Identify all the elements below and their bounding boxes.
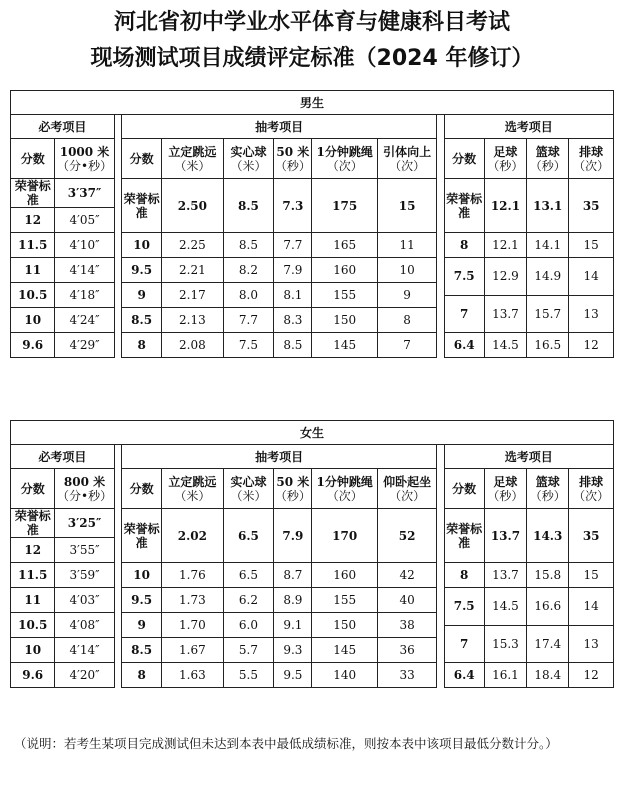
rope-skip-value: 175	[312, 179, 378, 233]
required-header	[11, 139, 55, 179]
elective-header-title: 篮球	[535, 144, 560, 159]
elective-header	[569, 139, 614, 179]
required-score: 9.6	[11, 333, 55, 358]
standing-jump-value: 2.08	[162, 333, 223, 358]
last-drawn-item-value: 42	[377, 563, 436, 588]
rope-skip-value: 165	[312, 233, 378, 258]
column-gap	[437, 115, 444, 139]
medicine-ball-value: 6.0	[223, 613, 274, 638]
basketball-value: 13.1	[527, 179, 569, 233]
elective-score: 荣誉标准	[444, 179, 484, 233]
document-title-line2: 现场测试项目成绩评定标准（2024 年修订）	[90, 46, 534, 71]
section-label: 女生	[11, 421, 614, 445]
required-score: 10.5	[11, 283, 55, 308]
soccer-value: 15.3	[484, 625, 526, 663]
drawn-header-title: 1分钟跳绳	[316, 144, 373, 159]
section-label: 男生	[11, 91, 614, 115]
column-gap	[437, 509, 444, 688]
drawn-score: 9	[122, 613, 162, 638]
required-value: 4′24″	[55, 308, 114, 333]
sprint-50m-value: 8.7	[274, 563, 312, 588]
basketball-value: 14.3	[527, 509, 569, 563]
group-drawn: 抽考项目	[122, 445, 437, 469]
drawn-header-title: 引体向上	[383, 144, 432, 159]
sprint-50m-value: 7.3	[274, 179, 312, 233]
required-header-title: 800 米	[63, 474, 106, 489]
required-header-unit: （分•秒）	[56, 488, 113, 503]
last-drawn-item-value: 52	[377, 509, 436, 563]
drawn-header-title: 50 米	[276, 144, 310, 159]
last-drawn-item-value: 7	[377, 333, 436, 358]
elective-header	[444, 469, 484, 509]
volleyball-value: 35	[569, 179, 614, 233]
standing-jump-value: 1.63	[162, 663, 223, 688]
elective-header-unit: （次）	[573, 158, 610, 173]
standing-jump-value: 2.13	[162, 308, 223, 333]
last-drawn-item-value: 10	[377, 258, 436, 283]
drawn-header-title: 立定跳远	[168, 474, 217, 489]
medicine-ball-value: 5.5	[223, 663, 274, 688]
elective-header-title: 排球	[579, 474, 604, 489]
rope-skip-value: 160	[312, 563, 378, 588]
column-gap	[114, 445, 121, 469]
drawn-header	[377, 139, 436, 179]
required-score: 9.6	[11, 663, 55, 688]
column-gap	[114, 115, 121, 139]
drawn-header-unit: （米）	[230, 158, 267, 173]
male-standards-table	[10, 90, 614, 358]
drawn-score: 荣誉标准	[122, 179, 162, 233]
elective-header-title: 足球	[493, 474, 518, 489]
soccer-value: 13.7	[484, 509, 526, 563]
required-header-title: 分数	[20, 481, 45, 496]
sprint-50m-value: 7.9	[274, 509, 312, 563]
volleyball-value: 12	[569, 663, 614, 688]
elective-score: 7.5	[444, 258, 484, 296]
drawn-header-unit: （米）	[174, 158, 211, 173]
elective-header	[484, 469, 526, 509]
medicine-ball-value: 8.5	[223, 179, 274, 233]
required-value: 4′14″	[55, 258, 114, 283]
column-gap	[437, 469, 444, 509]
last-drawn-item-value: 38	[377, 613, 436, 638]
soccer-value: 12.9	[484, 258, 526, 296]
drawn-score: 8.5	[122, 638, 162, 663]
sprint-50m-value: 9.1	[274, 613, 312, 638]
drawn-header	[162, 139, 223, 179]
drawn-header-unit: （次）	[389, 488, 426, 503]
required-value: 4′20″	[55, 663, 114, 688]
standing-jump-value: 2.21	[162, 258, 223, 283]
drawn-header	[223, 139, 274, 179]
column-gap	[437, 445, 444, 469]
rope-skip-value: 170	[312, 509, 378, 563]
sprint-50m-value: 9.5	[274, 663, 312, 688]
sprint-50m-value: 7.7	[274, 233, 312, 258]
drawn-header-title: 分数	[129, 481, 154, 496]
elective-score: 7	[444, 295, 484, 333]
rope-skip-value: 155	[312, 588, 378, 613]
elective-header	[527, 139, 569, 179]
elective-header	[527, 469, 569, 509]
required-score: 11	[11, 588, 55, 613]
basketball-value: 15.8	[527, 563, 569, 588]
drawn-header-unit: （次）	[389, 158, 426, 173]
elective-header-unit: （次）	[573, 488, 610, 503]
drawn-header-title: 50 米	[276, 474, 310, 489]
elective-score: 8	[444, 233, 484, 258]
last-drawn-item-value: 11	[377, 233, 436, 258]
standing-jump-value: 2.25	[162, 233, 223, 258]
elective-header	[569, 469, 614, 509]
drawn-score: 10	[122, 233, 162, 258]
required-value: 3′59″	[55, 563, 114, 588]
sprint-50m-value: 8.5	[274, 333, 312, 358]
required-value: 3′55″	[55, 538, 114, 563]
medicine-ball-value: 5.7	[223, 638, 274, 663]
standing-jump-value: 2.50	[162, 179, 223, 233]
required-value: 4′14″	[55, 638, 114, 663]
drawn-header-title: 实心球	[230, 144, 267, 159]
elective-score: 6.4	[444, 663, 484, 688]
required-header-unit: （分•秒）	[56, 158, 113, 173]
drawn-header	[274, 469, 312, 509]
required-header	[55, 139, 114, 179]
drawn-header	[162, 469, 223, 509]
standing-jump-value: 1.73	[162, 588, 223, 613]
required-value: 3′25″	[55, 509, 114, 538]
elective-score: 7.5	[444, 588, 484, 626]
required-score: 12	[11, 538, 55, 563]
medicine-ball-value: 6.5	[223, 509, 274, 563]
column-gap	[114, 469, 121, 509]
sprint-50m-value: 8.1	[274, 283, 312, 308]
column-gap	[114, 179, 121, 358]
elective-score: 8	[444, 563, 484, 588]
required-value: 4′03″	[55, 588, 114, 613]
basketball-value: 14.9	[527, 258, 569, 296]
required-header	[11, 469, 55, 509]
sprint-50m-value: 7.9	[274, 258, 312, 283]
group-required: 必考项目	[11, 445, 115, 469]
elective-header-title: 排球	[579, 144, 604, 159]
rope-skip-value: 145	[312, 638, 378, 663]
medicine-ball-value: 6.2	[223, 588, 274, 613]
soccer-value: 16.1	[484, 663, 526, 688]
elective-header-title: 足球	[493, 144, 518, 159]
drawn-score: 9	[122, 283, 162, 308]
basketball-value: 16.5	[527, 333, 569, 358]
required-header-title: 1000 米	[59, 144, 110, 159]
volleyball-value: 13	[569, 625, 614, 663]
rope-skip-value: 150	[312, 613, 378, 638]
sprint-50m-value: 9.3	[274, 638, 312, 663]
rope-skip-value: 155	[312, 283, 378, 308]
standing-jump-value: 1.76	[162, 563, 223, 588]
column-gap	[437, 139, 444, 179]
basketball-value: 14.1	[527, 233, 569, 258]
required-score: 10	[11, 308, 55, 333]
standing-jump-value: 1.67	[162, 638, 223, 663]
volleyball-value: 15	[569, 233, 614, 258]
drawn-header-unit: （秒）	[274, 158, 311, 173]
document-title-line1: 河北省初中学业水平体育与健康科目考试	[113, 10, 510, 35]
elective-header-title: 篮球	[535, 474, 560, 489]
medicine-ball-value: 6.5	[223, 563, 274, 588]
elective-header-unit: （秒）	[487, 158, 524, 173]
drawn-header	[377, 469, 436, 509]
explanatory-note: （说明：若考生某项目完成测试但未达到本表中最低成绩标准，则按本表中该项目最低分数计分。）	[14, 736, 558, 751]
sprint-50m-value: 8.9	[274, 588, 312, 613]
required-score: 荣誉标准	[11, 509, 55, 538]
required-header-title: 分数	[20, 151, 45, 166]
soccer-value: 13.7	[484, 563, 526, 588]
group-drawn: 抽考项目	[122, 115, 437, 139]
drawn-header-unit: （秒）	[274, 488, 311, 503]
drawn-score: 8	[122, 663, 162, 688]
group-required: 必考项目	[11, 115, 115, 139]
drawn-header	[223, 469, 274, 509]
drawn-header-unit: （米）	[230, 488, 267, 503]
volleyball-value: 14	[569, 258, 614, 296]
last-drawn-item-value: 33	[377, 663, 436, 688]
column-gap	[114, 509, 121, 688]
required-score: 11.5	[11, 233, 55, 258]
elective-header-title: 分数	[452, 481, 477, 496]
rope-skip-value: 145	[312, 333, 378, 358]
basketball-value: 17.4	[527, 625, 569, 663]
required-value: 4′29″	[55, 333, 114, 358]
column-gap	[114, 139, 121, 179]
soccer-value: 13.7	[484, 295, 526, 333]
medicine-ball-value: 8.2	[223, 258, 274, 283]
drawn-header-title: 实心球	[230, 474, 267, 489]
volleyball-value: 35	[569, 509, 614, 563]
soccer-value: 14.5	[484, 588, 526, 626]
rope-skip-value: 140	[312, 663, 378, 688]
drawn-header	[122, 139, 162, 179]
elective-score: 7	[444, 625, 484, 663]
medicine-ball-value: 7.7	[223, 308, 274, 333]
required-score: 10	[11, 638, 55, 663]
drawn-score: 8.5	[122, 308, 162, 333]
rope-skip-value: 150	[312, 308, 378, 333]
drawn-header-title: 立定跳远	[168, 144, 217, 159]
drawn-header	[274, 139, 312, 179]
basketball-value: 15.7	[527, 295, 569, 333]
group-elective: 选考项目	[444, 115, 613, 139]
elective-header-unit: （秒）	[487, 488, 524, 503]
elective-header	[484, 139, 526, 179]
medicine-ball-value: 8.5	[223, 233, 274, 258]
last-drawn-item-value: 15	[377, 179, 436, 233]
required-score: 12	[11, 208, 55, 233]
volleyball-value: 15	[569, 563, 614, 588]
elective-header-unit: （秒）	[529, 158, 566, 173]
group-elective: 选考项目	[444, 445, 613, 469]
last-drawn-item-value: 40	[377, 588, 436, 613]
standing-jump-value: 1.70	[162, 613, 223, 638]
drawn-score: 9.5	[122, 258, 162, 283]
soccer-value: 14.5	[484, 333, 526, 358]
volleyball-value: 14	[569, 588, 614, 626]
elective-header-unit: （秒）	[529, 488, 566, 503]
required-value: 4′05″	[55, 208, 114, 233]
soccer-value: 12.1	[484, 179, 526, 233]
required-score: 荣誉标准	[11, 179, 55, 208]
volleyball-value: 12	[569, 333, 614, 358]
elective-score: 荣誉标准	[444, 509, 484, 563]
required-value: 4′18″	[55, 283, 114, 308]
drawn-header-unit: （米）	[174, 488, 211, 503]
female-standards-table	[10, 420, 614, 688]
soccer-value: 12.1	[484, 233, 526, 258]
basketball-value: 16.6	[527, 588, 569, 626]
drawn-header-title: 分数	[129, 151, 154, 166]
drawn-score: 8	[122, 333, 162, 358]
volleyball-value: 13	[569, 295, 614, 333]
drawn-score: 9.5	[122, 588, 162, 613]
rope-skip-value: 160	[312, 258, 378, 283]
drawn-header-unit: （次）	[326, 158, 363, 173]
required-header	[55, 469, 114, 509]
medicine-ball-value: 8.0	[223, 283, 274, 308]
required-value: 3′37″	[55, 179, 114, 208]
required-score: 11	[11, 258, 55, 283]
last-drawn-item-value: 8	[377, 308, 436, 333]
elective-header-title: 分数	[452, 151, 477, 166]
required-score: 11.5	[11, 563, 55, 588]
drawn-header-title: 仰卧起坐	[383, 474, 432, 489]
drawn-header-unit: （次）	[326, 488, 363, 503]
sprint-50m-value: 8.3	[274, 308, 312, 333]
elective-score: 6.4	[444, 333, 484, 358]
drawn-header-title: 1分钟跳绳	[316, 474, 373, 489]
last-drawn-item-value: 9	[377, 283, 436, 308]
required-value: 4′08″	[55, 613, 114, 638]
basketball-value: 18.4	[527, 663, 569, 688]
drawn-header	[122, 469, 162, 509]
column-gap	[437, 179, 444, 358]
required-value: 4′10″	[55, 233, 114, 258]
drawn-score: 荣誉标准	[122, 509, 162, 563]
last-drawn-item-value: 36	[377, 638, 436, 663]
drawn-header	[312, 469, 378, 509]
standing-jump-value: 2.17	[162, 283, 223, 308]
drawn-score: 10	[122, 563, 162, 588]
drawn-header	[312, 139, 378, 179]
standing-jump-value: 2.02	[162, 509, 223, 563]
required-score: 10.5	[11, 613, 55, 638]
elective-header	[444, 139, 484, 179]
medicine-ball-value: 7.5	[223, 333, 274, 358]
